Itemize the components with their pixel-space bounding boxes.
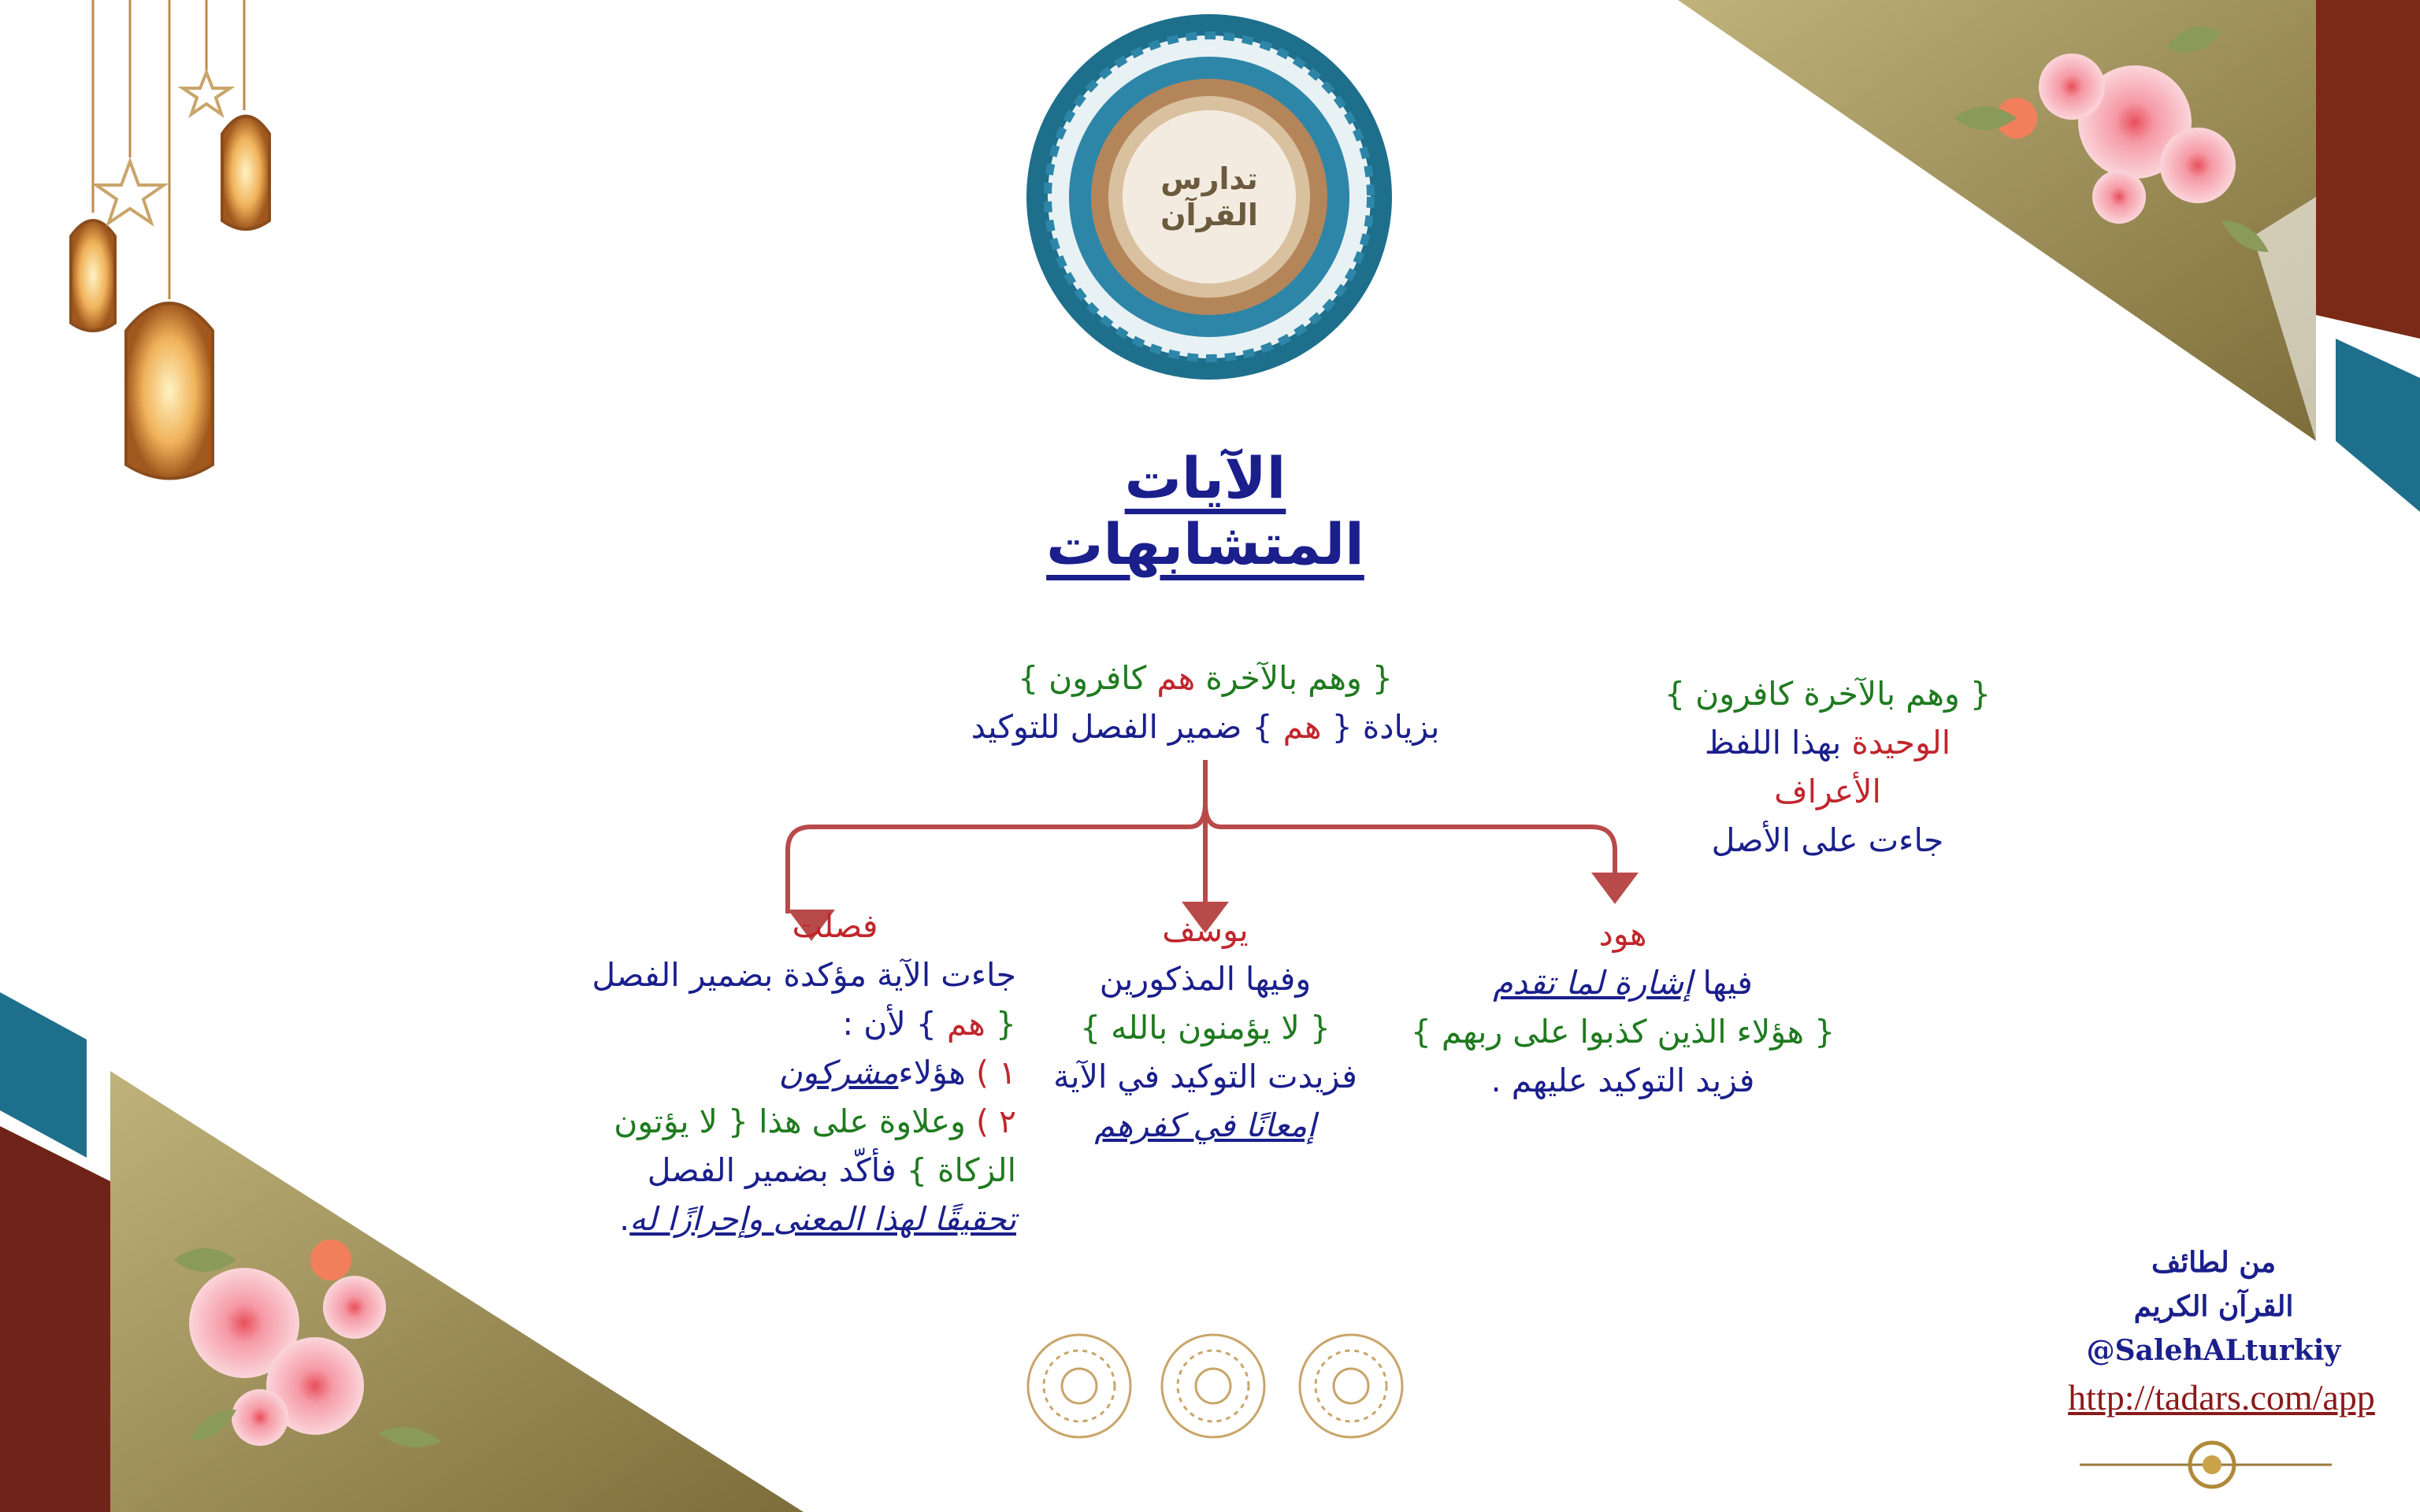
general-conclusion: جاءت على الأصل [1711, 821, 1944, 859]
yusuf-surah-name: يوسف [1162, 911, 1249, 949]
fussilat-line-6 [575, 1195, 1016, 1243]
fussilat-line-5 [575, 1146, 1016, 1195]
unique-rest: بهذا اللفظ [1704, 724, 1842, 762]
fussilat-line-3 [575, 1048, 1016, 1097]
center-verse-close: كافرون } [1018, 659, 1147, 697]
fussilat-line-3-b: مشركون [778, 1054, 899, 1091]
fussilat-line-5-b: فأكّد بضمير الفصل [647, 1151, 896, 1189]
page-title: الآيات المتشابهات [1046, 445, 1364, 577]
general-note [1662, 669, 1993, 865]
fussilat-branch [575, 902, 1016, 1243]
ornament-divider-icon [2080, 1443, 2332, 1487]
fussilat-line-3-a: هؤلاء [898, 1054, 966, 1091]
fussilat-line-2-a: { [995, 1005, 1016, 1043]
fussilat-line-4 [575, 1097, 1016, 1146]
hud-surah-name: هود [1598, 915, 1647, 953]
center-note [961, 654, 1449, 751]
yusuf-line-1: وفيها المذكورين [1099, 960, 1312, 998]
fussilat-line-2-hum: هم [946, 1005, 985, 1043]
fussilat-item-1-number: ١ ) [975, 1054, 1016, 1091]
credit-line-1: من لطائف [2151, 1246, 2276, 1279]
credit-handle: @SalehALturkiy [2086, 1334, 2341, 1367]
logo-caption: تدارس القرآن [1160, 161, 1258, 232]
yusuf-verse: { لا يؤمنون بالله } [1080, 1009, 1331, 1047]
fussilat-item-2-number: ٢ ) [975, 1102, 1016, 1140]
fussilat-line-6-a: تحقيقًا لهذا المعنى وإحرازًا له [629, 1200, 1016, 1238]
center-verse [961, 654, 1449, 702]
credit-line-2: القرآن الكريم [2133, 1290, 2294, 1323]
fussilat-line-4-b: { لا يؤتون [614, 1102, 749, 1140]
surah-name-araf: الأعراف [1774, 773, 1881, 810]
yusuf-line-3: فزيدت التوكيد في الآية [1053, 1058, 1357, 1095]
hud-line-3: فزيد التوكيد عليهم . [1490, 1062, 1755, 1099]
logo-text [1142, 118, 1276, 276]
tree-connector-arrows [788, 760, 1615, 914]
star-icon [96, 72, 230, 223]
general-verse: { وهم بالآخرة كافرون } [1665, 675, 1991, 713]
credit-url-link[interactable]: http://tadars.com/app [2068, 1377, 2375, 1418]
center-verse-open: { وهم بالآخرة [1205, 659, 1393, 697]
hud-branch [1410, 910, 1835, 1105]
yusuf-branch [1024, 906, 1386, 1150]
hud-line-1-a: فيها [1702, 964, 1753, 1002]
unique-word: الوحيدة [1851, 724, 1951, 762]
fussilat-line-2-b: } لأن : [842, 1005, 937, 1043]
fussilat-line-1: جاءت الآية مؤكدة بضمير الفصل [592, 956, 1016, 994]
fussilat-line-4-a: وعلاوة على هذا [759, 1102, 966, 1140]
fussilat-line-5-a: الزكاة } [906, 1151, 1016, 1189]
general-unique-line [1662, 718, 1993, 767]
center-verse-hum: هم [1156, 659, 1196, 697]
hud-line-1 [1410, 958, 1835, 1007]
yusuf-line-4: إمعانًا في كفرهم [1094, 1106, 1316, 1144]
center-explanation-hum: هم [1282, 708, 1322, 746]
fussilat-surah-name: فصلت [792, 907, 878, 945]
hud-line-1-b: إشارة لما تقدم [1493, 964, 1693, 1002]
rosette-icons [1028, 1335, 1402, 1437]
fussilat-line-6-b: . [619, 1200, 630, 1238]
credit-block [2017, 1240, 2411, 1373]
fussilat-line-2 [575, 999, 1016, 1048]
center-explanation-b: } ضمير الفصل للتوكيد [971, 708, 1273, 746]
hud-verse: { هؤلاء الذين كذبوا على ربهم } [1410, 1013, 1835, 1051]
center-explanation-a: بزيادة { [1331, 708, 1440, 746]
center-explanation [961, 702, 1449, 751]
